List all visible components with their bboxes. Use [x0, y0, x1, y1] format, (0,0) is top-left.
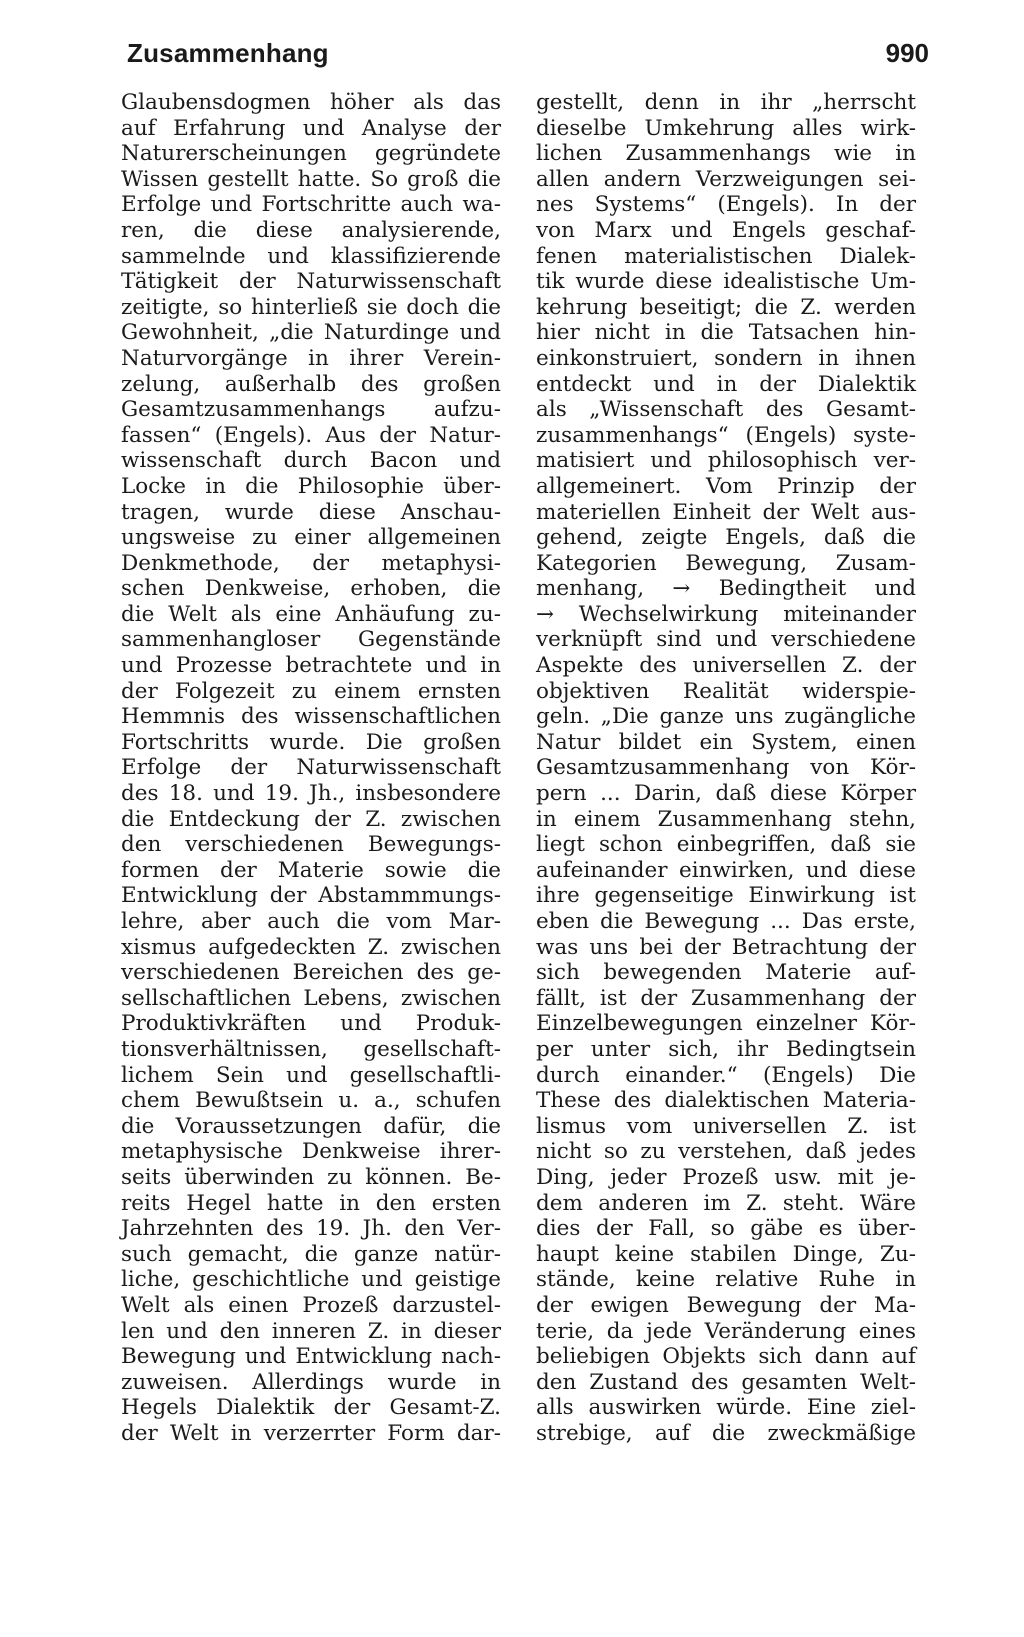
text-line: Welt als einen Prozeß darzustel- [121, 1292, 501, 1318]
text-line: tragen, wurde diese Anschau- [121, 499, 501, 525]
text-line: gestellt, denn in ihr „herrscht [536, 90, 916, 115]
text-line: Aspekte des universellen Z. der [536, 653, 916, 679]
text-line: Fortschritts wurde. Die großen [121, 729, 501, 755]
text-line: verknüpft sind und verschiedene [536, 627, 916, 653]
text-line: Erfolge der Naturwissenschaft [121, 755, 501, 781]
text-line: die Voraussetzungen dafür, die [121, 1113, 501, 1139]
text-line: allgemeinert. Vom Prinzip der [536, 473, 916, 499]
text-line: Hegels Dialektik der Gesamt-Z. [121, 1395, 501, 1421]
text-line: Gesamtzusammenhangs aufzu- [121, 397, 501, 423]
text-line: liegt schon einbegriffen, daß sie [536, 832, 916, 858]
text-line: Gewohnheit, „die Naturdinge und [121, 320, 501, 346]
text-line: Naturvorgänge in ihrer Verein- [121, 345, 501, 371]
text-line: Kategorien Bewegung, Zusam- [536, 550, 916, 576]
text-line: Produktivkräften und Produk- [121, 1011, 501, 1037]
text-line: sammelnde und klassifizierende [121, 243, 501, 269]
text-line: ihre gegenseitige Einwirkung ist [536, 883, 916, 909]
text-line: durch einander.“ (Engels) Die [536, 1062, 916, 1088]
text-line: such gemacht, die ganze natür- [121, 1241, 501, 1267]
text-line: den Zustand des gesamten Welt- [536, 1369, 916, 1395]
text-line: → Wechselwirkung miteinander [536, 601, 916, 627]
text-line: geln. „Die ganze uns zugängliche [536, 704, 916, 730]
text-line: einkonstruiert, sondern in ihnen [536, 345, 916, 371]
text-line: reits Hegel hatte in den ersten [121, 1190, 501, 1216]
text-line: wissenschaft durch Bacon und [121, 448, 501, 474]
text-line: entdeckt und in der Dialektik [536, 371, 916, 397]
text-line: Hemmnis des wissenschaftlichen [121, 704, 501, 730]
text-line: Bewegung und Entwicklung nach- [121, 1344, 501, 1370]
text-line: materiellen Einheit der Welt aus- [536, 499, 916, 525]
text-line: die Welt als eine Anhäufung zu- [121, 601, 501, 627]
text-line: als „Wissenschaft des Gesamt- [536, 397, 916, 423]
running-head: Zusammenhang [127, 38, 329, 68]
text-line: seits überwinden zu können. Be- [121, 1164, 501, 1190]
text-line: Tätigkeit der Naturwissenschaft [121, 269, 501, 295]
text-line: des 18. und 19. Jh., insbesondere [121, 781, 501, 807]
text-line: Ding, jeder Prozeß usw. mit je- [536, 1164, 916, 1190]
text-line: Natur bildet ein System, einen [536, 729, 916, 755]
text-column-right [536, 90, 916, 1446]
text-line: xismus aufgedeckten Z. zwischen [121, 934, 501, 960]
text-line: matisiert und philosophisch ver- [536, 448, 916, 474]
text-line: zusammenhangs“ (Engels) syste- [536, 422, 916, 448]
text-line: lehre, aber auch die vom Mar- [121, 909, 501, 934]
text-line: aufeinander einwirken, und diese [536, 857, 916, 883]
text-line: in einem Zusammenhang stehn, [536, 806, 916, 832]
text-line: These des dialektischen Materia- [536, 1088, 916, 1114]
text-line: eben die Bewegung ... Das erste, [536, 909, 916, 934]
text-line: len und den inneren Z. in dieser [121, 1318, 501, 1344]
text-line: der ewigen Bewegung der Ma- [536, 1292, 916, 1318]
text-line: Jahrzehnten des 19. Jh. den Ver- [121, 1216, 501, 1242]
text-line: lismus vom universellen Z. ist [536, 1113, 916, 1139]
text-line: chem Bewußtsein u. a., schufen [121, 1088, 501, 1114]
text-line: objektiven Realität widerspie- [536, 678, 916, 704]
text-line: was uns bei der Betrachtung der [536, 934, 916, 960]
text-line: lichen Zusammenhangs wie in [536, 141, 916, 167]
text-line: Wissen gestellt hatte. So groß die [121, 166, 501, 192]
page-number: 990 [885, 38, 929, 68]
text-line: Denkmethode, der metaphysi- [121, 550, 501, 576]
text-line: gehend, zeigte Engels, daß die [536, 525, 916, 551]
text-line: der Welt in verzerrter Form dar- [121, 1420, 501, 1446]
text-line: stände, keine relative Ruhe in [536, 1267, 916, 1293]
text-line: kehrung beseitigt; die Z. werden [536, 294, 916, 320]
text-line: und Prozesse betrachtete und in [121, 653, 501, 679]
text-line: Glaubensdogmen höher als das [121, 90, 501, 115]
text-line: terie, da jede Veränderung eines [536, 1318, 916, 1344]
text-line: Naturerscheinungen gegründete [121, 141, 501, 167]
text-line: fassen“ (Engels). Aus der Natur- [121, 422, 501, 448]
text-line: den verschiedenen Bewegungs- [121, 832, 501, 858]
text-line: per unter sich, ihr Bedingtsein [536, 1036, 916, 1062]
text-line: sellschaftlichen Lebens, zwischen [121, 985, 501, 1011]
text-line: auf Erfahrung und Analyse der [121, 115, 501, 141]
text-line: pern ... Darin, daß diese Körper [536, 781, 916, 807]
text-line: formen der Materie sowie die [121, 857, 501, 883]
text-line: dieselbe Umkehrung alles wirk- [536, 115, 916, 141]
text-line: tik wurde diese idealistische Um- [536, 269, 916, 295]
text-line: zuweisen. Allerdings wurde in [121, 1369, 501, 1395]
text-line: von Marx und Engels geschaf- [536, 217, 916, 243]
text-line: lichem Sein und gesellschaftli- [121, 1062, 501, 1088]
text-line: nicht so zu verstehen, daß jedes [536, 1139, 916, 1165]
text-line: Einzelbewegungen einzelner Kör- [536, 1011, 916, 1037]
text-line: dies der Fall, so gäbe es über- [536, 1216, 916, 1242]
text-line: Locke in die Philosophie über- [121, 473, 501, 499]
text-line: liche, geschichtliche und geistige [121, 1267, 501, 1293]
text-column-left [121, 90, 501, 1446]
text-line: sich bewegenden Materie auf- [536, 960, 916, 986]
text-line: verschiedenen Bereichen des ge- [121, 960, 501, 986]
text-line: metaphysische Denkweise ihrer- [121, 1139, 501, 1165]
text-line: Erfolge und Fortschritte auch wa- [121, 192, 501, 218]
text-line: fällt, ist der Zusammenhang der [536, 985, 916, 1011]
text-line: tionsverhältnissen, gesellschaft- [121, 1036, 501, 1062]
text-line: ungsweise zu einer allgemeinen [121, 525, 501, 551]
text-line: haupt keine stabilen Dinge, Zu- [536, 1241, 916, 1267]
text-line: menhang, → Bedingtheit und [536, 576, 916, 602]
text-line: fenen materialistischen Dialek- [536, 243, 916, 269]
text-line: die Entdeckung der Z. zwischen [121, 806, 501, 832]
text-line: Entwicklung der Abstammmungs- [121, 883, 501, 909]
text-line: Gesamtzusammenhang von Kör- [536, 755, 916, 781]
text-line: dem anderen im Z. steht. Wäre [536, 1190, 916, 1216]
text-line: schen Denkweise, erhoben, die [121, 576, 501, 602]
text-line: nes Systems“ (Engels). In der [536, 192, 916, 218]
text-line: allen andern Verzweigungen sei- [536, 166, 916, 192]
text-line: zelung, außerhalb des großen [121, 371, 501, 397]
text-line: zeitigte, so hinterließ sie doch die [121, 294, 501, 320]
text-line: beliebigen Objekts sich dann auf [536, 1344, 916, 1370]
text-line: der Folgezeit zu einem ernsten [121, 678, 501, 704]
text-line: hier nicht in die Tatsachen hin- [536, 320, 916, 346]
text-line: ren, die diese analysierende, [121, 217, 501, 243]
text-line: strebige, auf die zweckmäßige [536, 1420, 916, 1446]
text-line: alls auswirken würde. Eine ziel- [536, 1395, 916, 1421]
text-line: sammenhangloser Gegenstände [121, 627, 501, 653]
